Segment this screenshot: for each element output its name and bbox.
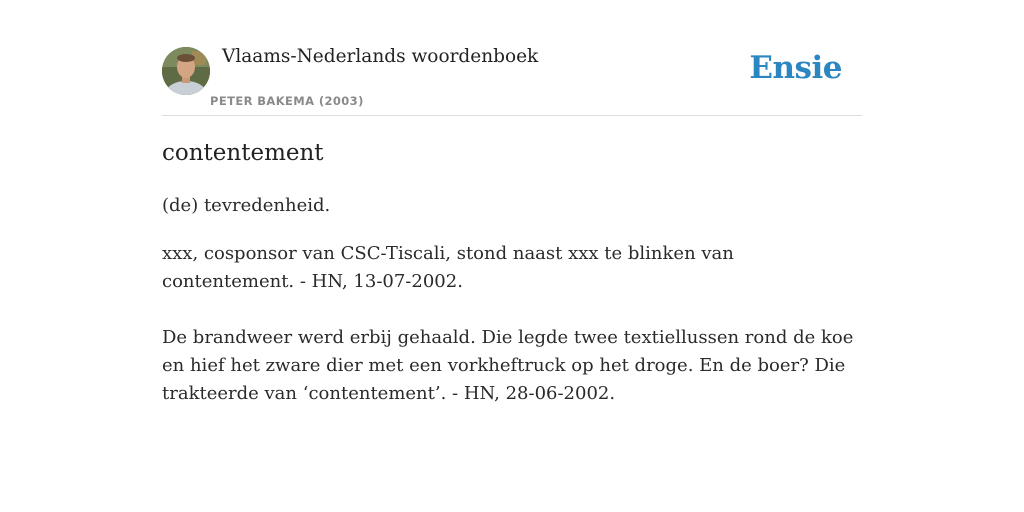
author-avatar	[162, 47, 210, 95]
entry-examples	[162, 240, 862, 436]
page-header	[162, 0, 862, 116]
author-label: PETER BAKEMA (2003)	[210, 94, 364, 108]
ensie-logo-link[interactable]: Ensie	[749, 50, 842, 86]
page-container	[162, 0, 862, 404]
entry-definition: (de) tevredenheid.	[162, 195, 331, 216]
example-paragraph: De brandweer werd erbij gehaald. Die legde twee textiellussen rond de koe en hief het zware dier met een vorkheftruck op het droge. En de boer? Die trakteerde van ‘contentement’. - HN, 28-06-2002.	[162, 327, 854, 404]
dictionary-title-link[interactable]: Vlaams-Nederlands woordenboek	[222, 46, 539, 67]
example-paragraph: xxx, cosponsor van CSC-Tiscali, stond naast xxx te blinken van contentement. - HN, 13-07-2002.	[162, 243, 734, 292]
entry-title: contentement	[162, 140, 324, 166]
